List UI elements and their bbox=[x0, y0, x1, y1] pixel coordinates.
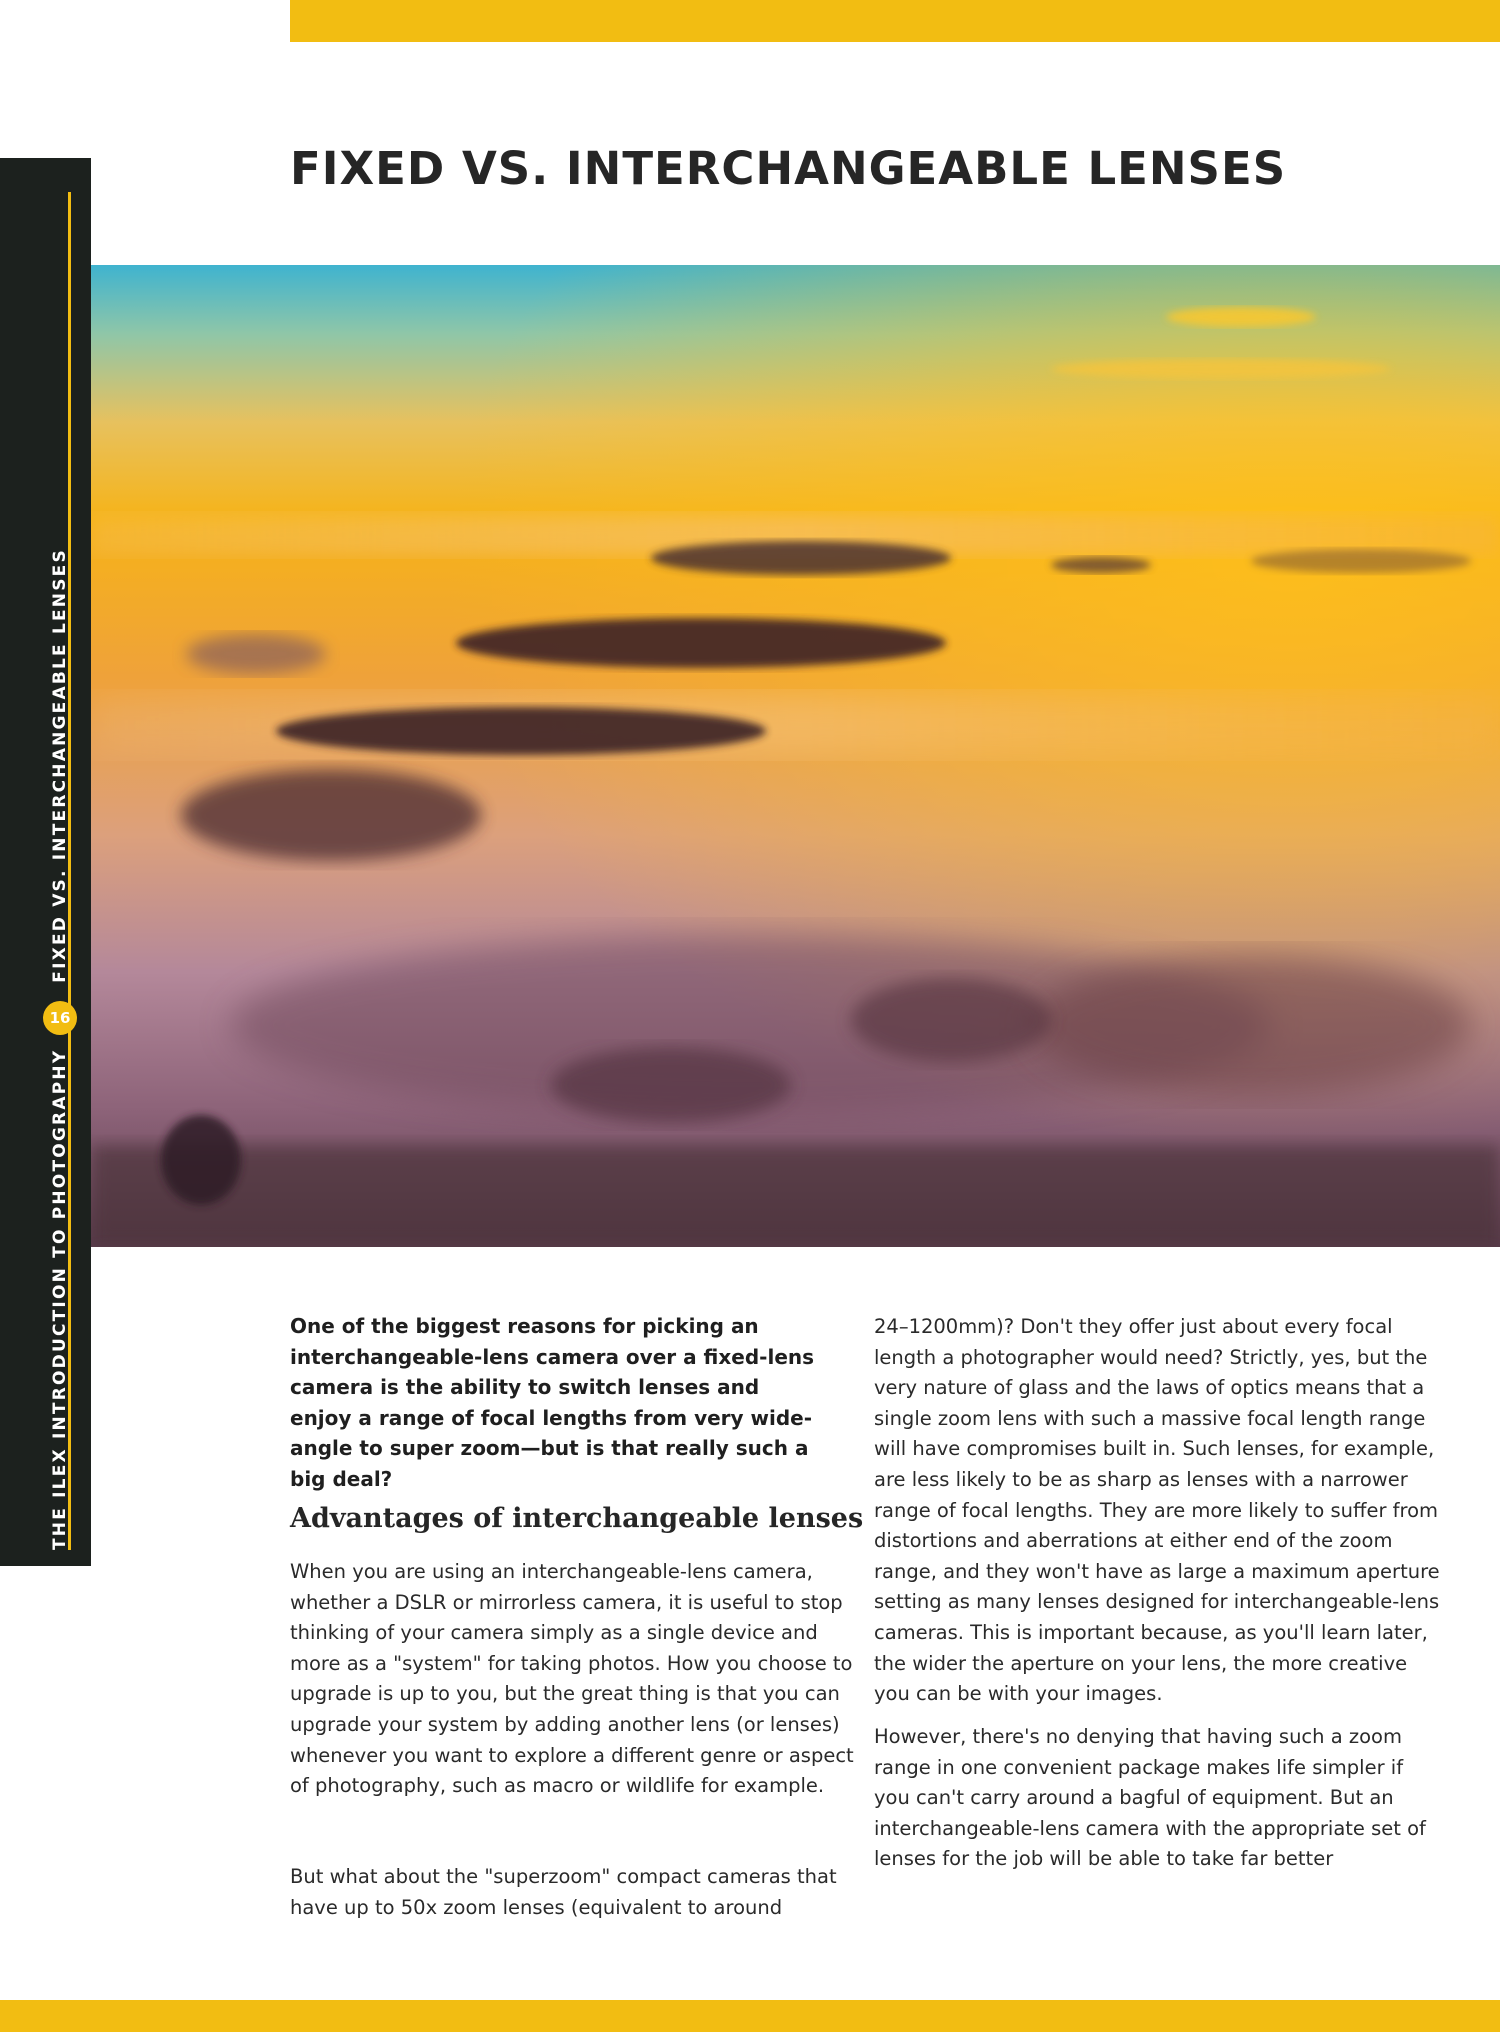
bottom-accent-bar bbox=[0, 2000, 1500, 2032]
body-paragraph: 24–1200mm)? Don't they offer just about every focal length a photographer would need? Strictly, yes, but the very nature of glass and the laws of optics means that a single zoom lens with such a massive focal length range will have compromises built in. Such lenses, for example, are less likely to be as sharp as lenses with a narrower range of focal lengths. They are more likely to suffer from distortions and aberrations at either end of the zoom range, and they won't have as large a maximum aperture setting as many lenses designed for interchangeable-lens cameras. This is important because, as you'll learn later, the wider the aperture on your lens, the more creative you can be with your images. bbox=[874, 1315, 1440, 1706]
body-paragraph: When you are using an interchangeable-lens camera, whether a DSLR or mirrorless camera, it is useful to stop thinking of your camera simply as a single device and more as a "system" for taking photos. How you choose to upgrade is up to you, but the great thing is that you can upgrade your system by adding another lens (or lenses) whenever you want to explore a different genre or aspect of photography, such as macro or wildlife for example. bbox=[290, 1560, 854, 1798]
body-paragraph: But what about the "superzoom" compact cameras that have up to 50x zoom lenses (equivalent to around bbox=[290, 1865, 837, 1919]
top-accent-bar bbox=[290, 0, 1500, 42]
page-title: FIXED VS. INTERCHANGEABLE LENSES bbox=[290, 142, 1287, 195]
body-paragraph: However, there's no denying that having such a zoom range in one convenient package makes life simpler if you can't carry around a bagful of equipment. But an interchangeable-lens camera with the appropriate set of lenses for the job will be able to take far better bbox=[874, 1725, 1426, 1871]
section-subheading: Advantages of interchangeable lenses bbox=[290, 1503, 864, 1534]
running-header bbox=[48, 548, 72, 1550]
section-title: FIXED VS. INTERCHANGEABLE LENSES bbox=[50, 548, 70, 983]
side-tab bbox=[0, 158, 91, 1566]
misty-landscape-photo bbox=[91, 265, 1500, 1247]
book-title: THE ILEX INTRODUCTION TO PHOTOGRAPHY bbox=[50, 1048, 70, 1550]
lead-paragraph: One of the biggest reasons for picking an interchangeable-lens camera over a fixed-lens camera is the ability to switch lenses and enjoy a range of focal lengths from very wide-angle to super zoom—but is that really such a big deal? bbox=[290, 1314, 815, 1491]
page-number-badge: 16 bbox=[43, 1001, 77, 1035]
